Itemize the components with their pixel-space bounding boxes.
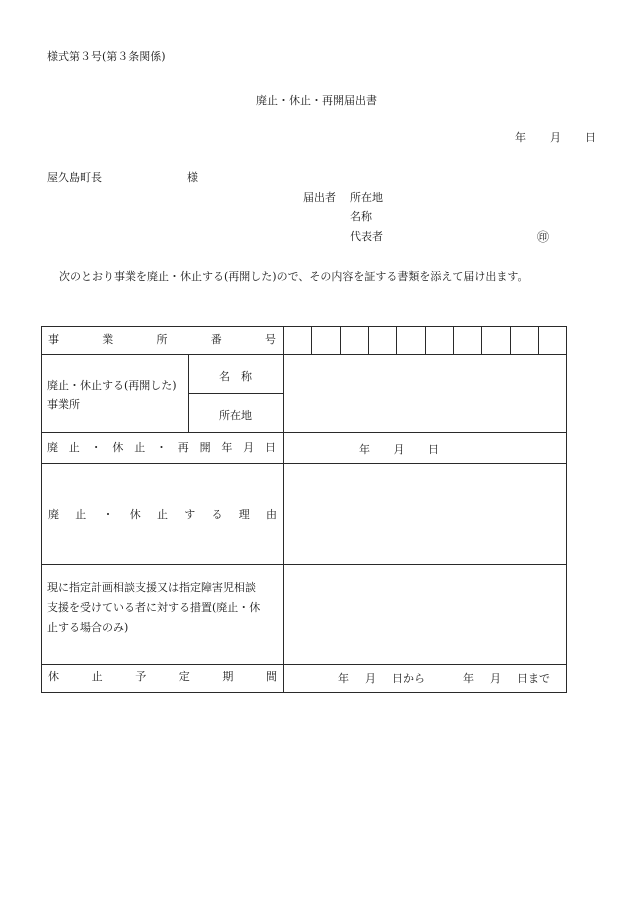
addressee-name: 屋久島町長 [47,171,102,184]
date-label-char: 休 [112,441,124,454]
office-group-label [47,376,177,414]
office-address-field[interactable] [284,394,566,432]
measures-label-line: 止する場合のみ) [47,621,129,634]
notifier-name-label: 名称 [350,210,372,223]
table-line [41,664,567,665]
office-number-label [48,334,276,345]
date-label-char: 廃 [47,441,58,454]
date-label-char: 年 [221,441,233,454]
date-day-label: 日 [585,131,596,144]
office-number-box-divider [481,326,482,354]
office-group-label-line1: 廃止・休止する(再開した) [47,379,177,392]
date-value-day: 日 [428,443,439,456]
suspension-end-year: 年 [463,672,474,685]
reason-label [48,509,277,520]
table-line [41,432,567,433]
reason-label-char: 休 [129,508,141,521]
measures-field[interactable] [284,565,566,664]
suspension-start-month: 月 [365,672,376,685]
suspension-label-char: 予 [135,670,147,683]
date-year-label: 年 [515,131,526,144]
office-number-box-divider [368,326,369,354]
suspension-start-day: 日から [392,672,425,685]
office-address-label: 所在地 [219,409,252,422]
table-line [188,393,283,394]
date-label-char: ・ [155,441,167,454]
form-number: 様式第３号(第３条関係) [47,50,166,63]
addressee-honorific: 様 [187,171,198,184]
table-line [41,326,567,327]
date-value[interactable] [359,444,439,455]
suspension-value[interactable] [338,672,550,685]
office-number-label-char: 号 [265,333,276,346]
date-label-char: 止 [68,441,80,454]
suspension-label-char: 止 [91,670,103,683]
office-number-box-divider [340,326,341,354]
office-number-box-divider [538,326,539,354]
office-name-field[interactable] [284,355,566,393]
date-value-month: 月 [393,443,405,456]
table-line [41,692,567,693]
date-label-char: 止 [134,441,146,454]
date-label-char: ・ [90,441,102,454]
notifier-address-label: 所在地 [350,191,383,204]
date-month-label: 月 [550,131,561,144]
date-value-year: 年 [359,443,370,456]
intro-text: 次のとおり事業を廃止・休止する(再開した)ので、その内容を証する書類を添えて届け出ます。 [59,270,529,283]
reason-label-char: 止 [75,508,87,521]
measures-label-line: 現に指定計画相談支援又は指定障害児相談 [47,581,256,594]
seal-mark: ㊞ [537,230,550,244]
measures-label-line: 支援を受けている者に対する措置(廃止・休 [47,601,261,614]
form-table [41,326,567,693]
submission-date [515,132,596,143]
suspension-label-char: 休 [48,670,59,683]
reason-label-char: る [211,508,223,521]
suspension-label-char: 間 [265,670,277,683]
office-group-label-line2: 事業所 [47,398,80,411]
date-label-char: 月 [243,441,255,454]
suspension-label [48,671,277,682]
suspension-label-char: 期 [222,670,234,683]
office-number-box-divider [453,326,454,354]
notifier-label: 届出者 [303,191,336,204]
office-number-label-char: 所 [156,333,168,346]
reason-label-char: す [184,508,196,521]
suspension-end-day: 日まで [517,672,550,685]
reason-label-char: ・ [102,508,114,521]
date-label-char: 再 [177,441,189,454]
office-number-label-char: 事 [48,333,59,346]
date-label-char: 日 [264,441,276,454]
date-label [47,442,276,453]
office-number-label-char: 番 [210,333,222,346]
office-number-box-divider [396,326,397,354]
reason-label-char: 廃 [48,508,59,521]
suspension-label-char: 定 [178,670,190,683]
reason-label-char: 止 [157,508,168,521]
measures-label [47,578,260,638]
suspension-end-month: 月 [490,672,501,685]
office-number-box-divider [311,326,312,354]
reason-label-char: 理 [238,508,250,521]
reason-field[interactable] [284,464,566,564]
table-line [41,326,42,693]
notifier-representative-label: 代表者 [350,230,383,243]
document-title: 廃止・休止・再開届出書 [256,94,377,107]
reason-label-char: 由 [266,508,277,521]
office-number-box-divider [510,326,511,354]
office-number-label-char: 業 [102,333,114,346]
suspension-start-year: 年 [338,672,349,685]
office-number-box-divider [425,326,426,354]
date-label-char: 開 [199,441,211,454]
office-name-label: 名 称 [219,370,252,383]
table-line [566,326,567,693]
